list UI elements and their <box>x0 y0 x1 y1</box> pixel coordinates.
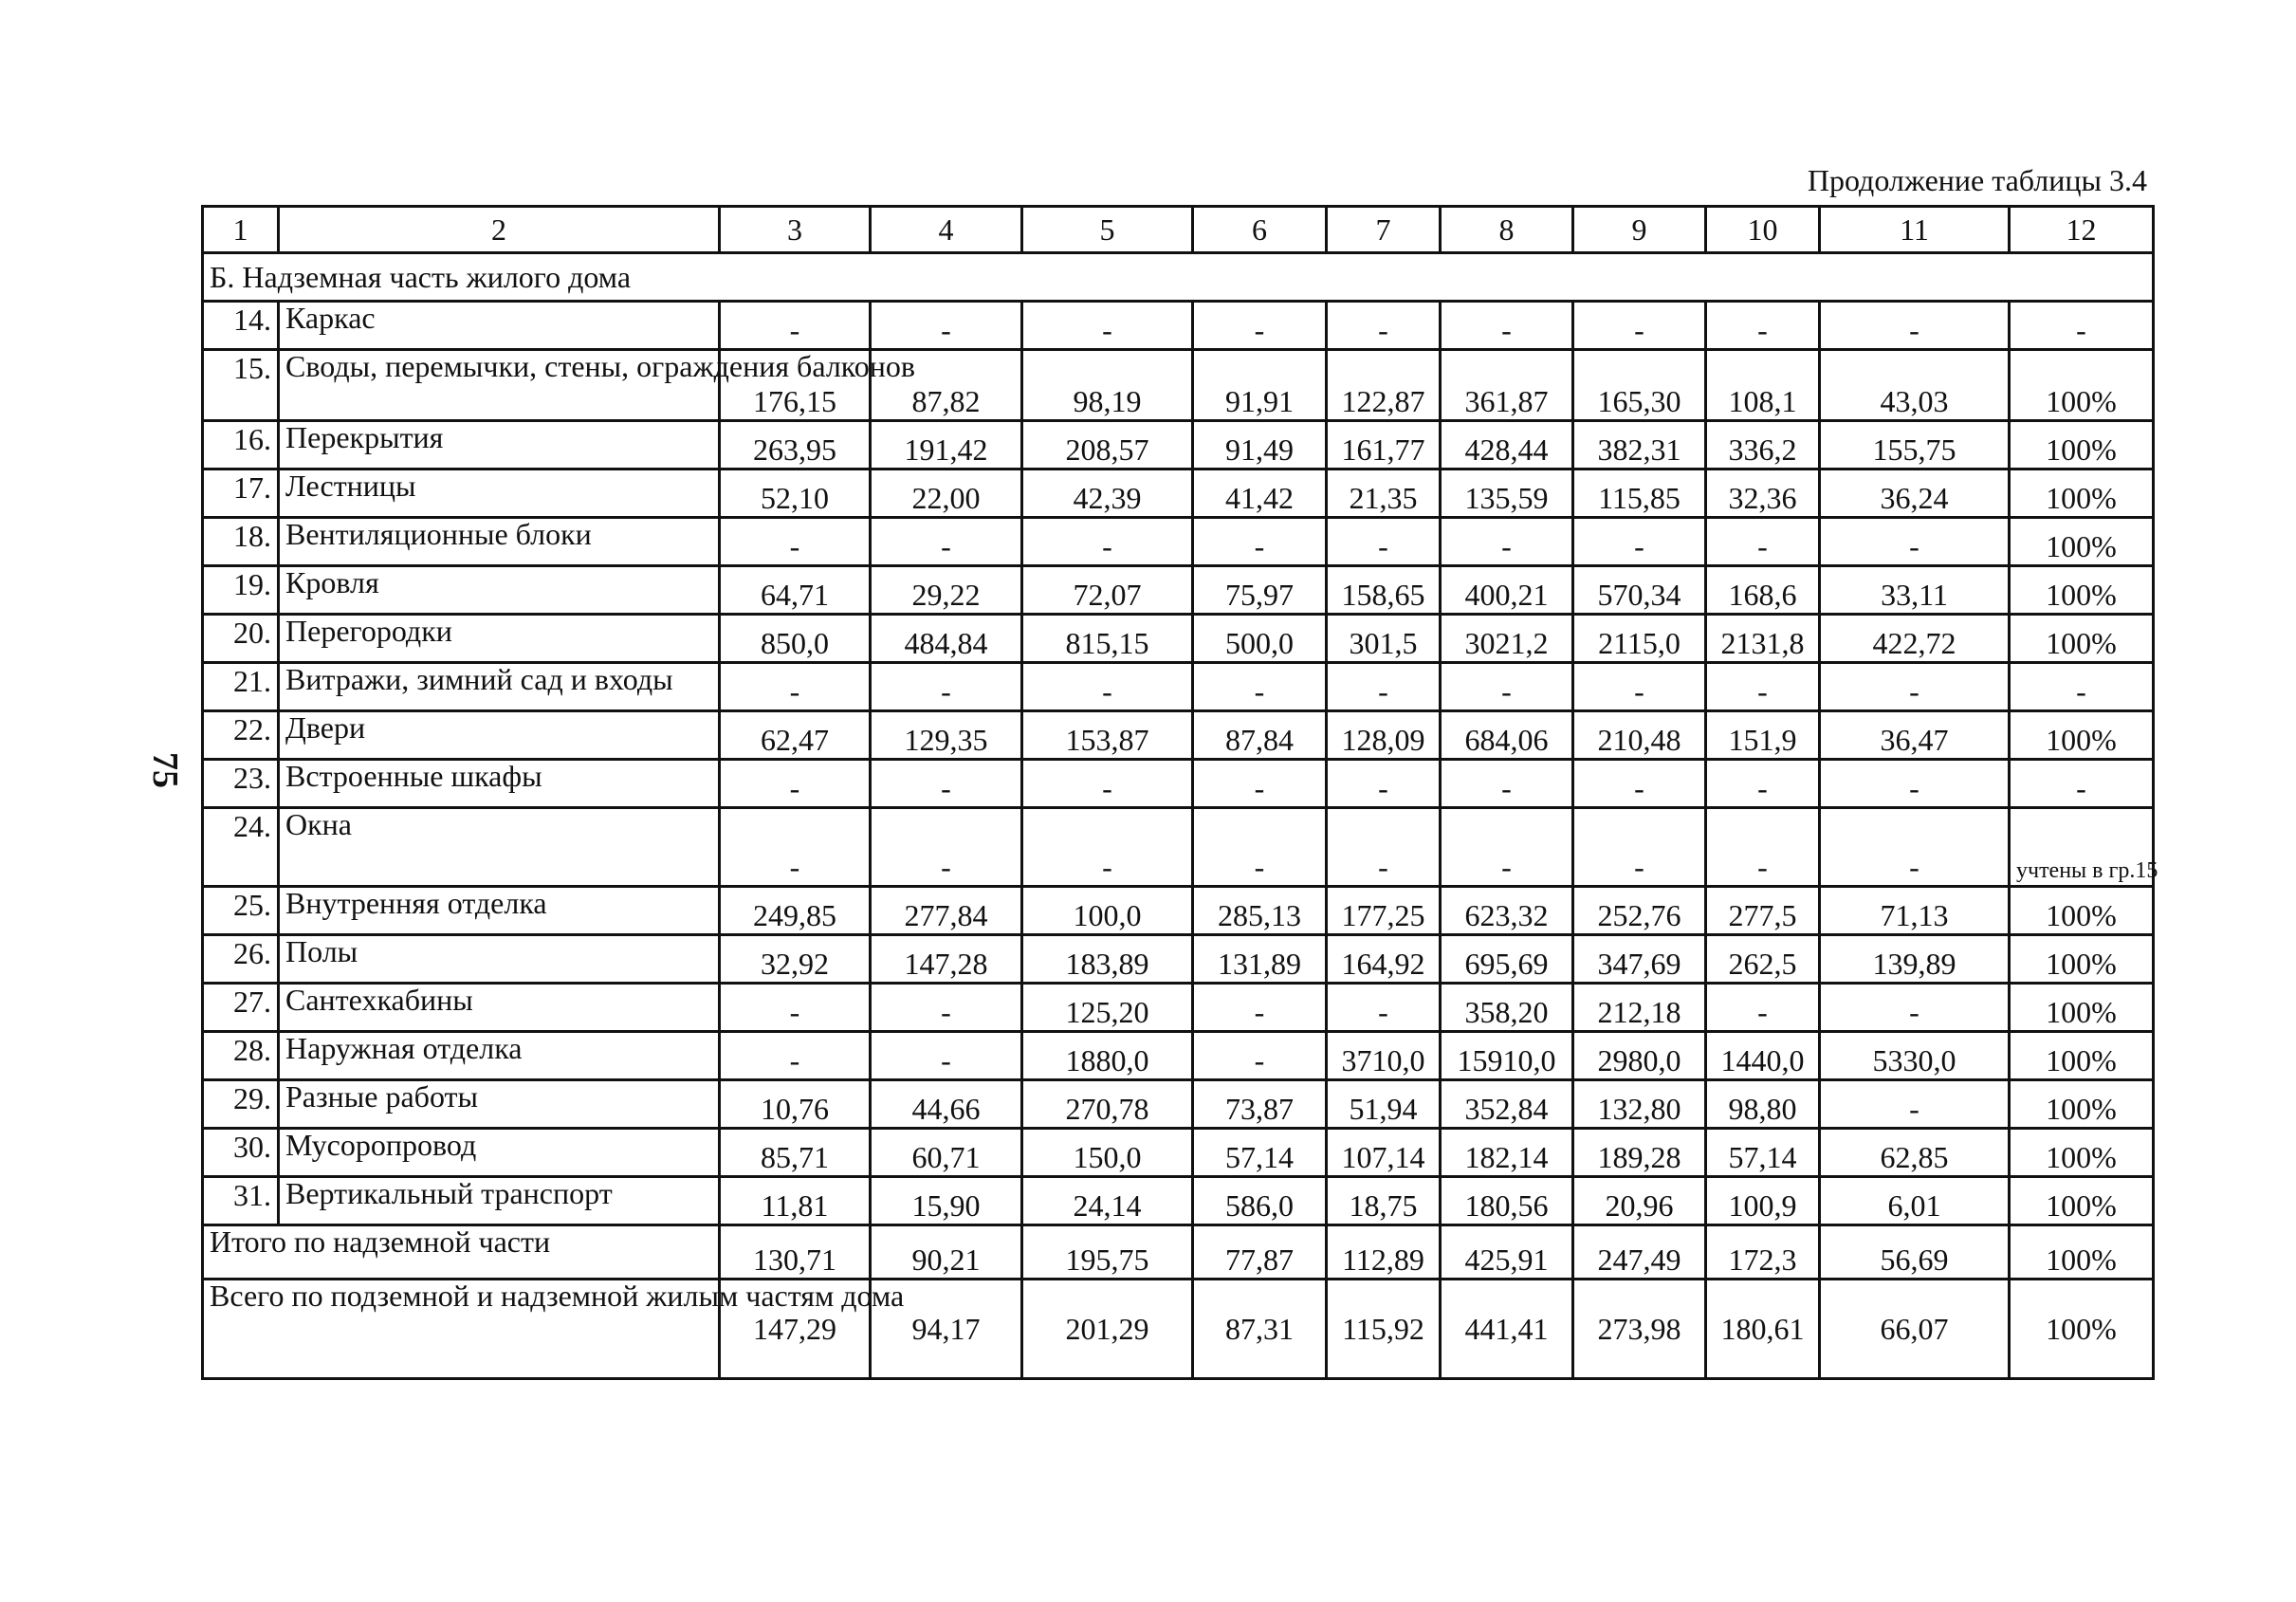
table-row <box>203 1177 2154 1225</box>
total-value-cell: 112,89 <box>1327 1225 1441 1280</box>
value-cell: 270,78 <box>1022 1080 1193 1129</box>
value-cell: 91,49 <box>1193 421 1327 470</box>
value-cell: - <box>720 518 871 566</box>
row-name: Встроенные шкафы <box>279 760 720 808</box>
value-cell: - <box>720 984 871 1032</box>
value-cell: 161,77 <box>1327 421 1441 470</box>
value-cell: 850,0 <box>720 615 871 663</box>
value-cell: - <box>1441 808 1573 887</box>
header-cell: 3 <box>720 207 871 253</box>
row-number: 29. <box>203 1080 279 1129</box>
value-cell: 135,59 <box>1441 470 1573 518</box>
row-name: Перегородки <box>279 615 720 663</box>
total-value-cell: 66,07 <box>1820 1280 2010 1379</box>
table-row <box>203 1032 2154 1080</box>
value-cell: 75,97 <box>1193 566 1327 615</box>
value-cell: - <box>2010 663 2154 711</box>
value-cell: 100% <box>2010 615 2154 663</box>
value-cell: 100% <box>2010 935 2154 984</box>
value-cell: - <box>720 808 871 887</box>
row-name: Витражи, зимний сад и входы <box>279 663 720 711</box>
value-cell: 11,81 <box>720 1177 871 1225</box>
header-row <box>203 207 2154 253</box>
value-cell: - <box>1820 808 2010 887</box>
value-cell: 147,28 <box>871 935 1022 984</box>
value-cell: 150,0 <box>1022 1129 1193 1177</box>
total-value-cell: 115,92 <box>1327 1280 1441 1379</box>
total-value-cell: 87,31 <box>1193 1280 1327 1379</box>
value-cell: 91,91 <box>1193 350 1327 421</box>
row-name: Вертикальный транспорт <box>279 1177 720 1225</box>
value-cell: 20,96 <box>1573 1177 1706 1225</box>
row-number: 22. <box>203 711 279 760</box>
value-cell: - <box>1327 518 1441 566</box>
total-value-cell: 100% <box>2010 1280 2154 1379</box>
value-cell: 100% <box>2010 887 2154 935</box>
value-cell: 347,69 <box>1573 935 1706 984</box>
row-number: 18. <box>203 518 279 566</box>
value-cell: 41,42 <box>1193 470 1327 518</box>
total-value-cell: 130,71 <box>720 1225 871 1280</box>
value-cell: - <box>2010 760 2154 808</box>
value-cell: 131,89 <box>1193 935 1327 984</box>
total-value-cell: 273,98 <box>1573 1280 1706 1379</box>
value-cell: - <box>871 302 1022 350</box>
value-cell: 100% <box>2010 1080 2154 1129</box>
table-row <box>203 470 2154 518</box>
value-cell: 180,56 <box>1441 1177 1573 1225</box>
value-cell: 352,84 <box>1441 1080 1573 1129</box>
total-row <box>203 1225 2154 1280</box>
table-row <box>203 1129 2154 1177</box>
total-value-cell: 180,61 <box>1706 1280 1820 1379</box>
row-name: Мусоропровод <box>279 1129 720 1177</box>
row-number: 16. <box>203 421 279 470</box>
value-cell: 168,6 <box>1706 566 1820 615</box>
value-cell: 358,20 <box>1441 984 1573 1032</box>
value-cell: 128,09 <box>1327 711 1441 760</box>
total-value-cell: 77,87 <box>1193 1225 1327 1280</box>
value-cell: 107,14 <box>1327 1129 1441 1177</box>
value-cell: 100,0 <box>1022 887 1193 935</box>
table-row <box>203 518 2154 566</box>
value-cell: 165,30 <box>1573 350 1706 421</box>
total-value-cell: 441,41 <box>1441 1280 1573 1379</box>
value-cell: - <box>1706 808 1820 887</box>
value-cell: 22,00 <box>871 470 1022 518</box>
value-cell: 100% <box>2010 1032 2154 1080</box>
row-name: Лестницы <box>279 470 720 518</box>
value-cell: 684,06 <box>1441 711 1573 760</box>
table-row <box>203 984 2154 1032</box>
value-cell: 183,89 <box>1022 935 1193 984</box>
row-name: Наружная отделка <box>279 1032 720 1080</box>
row-number: 31. <box>203 1177 279 1225</box>
value-cell: 336,2 <box>1706 421 1820 470</box>
row-name: Вентиляционные блоки <box>279 518 720 566</box>
value-cell: 100% <box>2010 470 2154 518</box>
value-cell: 10,76 <box>720 1080 871 1129</box>
value-cell: 115,85 <box>1573 470 1706 518</box>
row-number: 14. <box>203 302 279 350</box>
value-cell: 108,1 <box>1706 350 1820 421</box>
value-cell: 177,25 <box>1327 887 1441 935</box>
header-cell: 12 <box>2010 207 2154 253</box>
value-cell: 695,69 <box>1441 935 1573 984</box>
value-cell: - <box>1193 984 1327 1032</box>
value-cell: - <box>1820 663 2010 711</box>
value-cell: 100% <box>2010 1129 2154 1177</box>
value-cell: 139,89 <box>1820 935 2010 984</box>
value-cell: 60,71 <box>871 1129 1022 1177</box>
value-cell: - <box>1193 663 1327 711</box>
value-cell: 98,19 <box>1022 350 1193 421</box>
value-cell: - <box>720 1032 871 1080</box>
value-cell: 301,5 <box>1327 615 1441 663</box>
value-cell: - <box>1441 760 1573 808</box>
total-row <box>203 1280 2154 1379</box>
total-value-cell: 100% <box>2010 1225 2154 1280</box>
value-cell: - <box>1573 808 1706 887</box>
value-cell: - <box>1193 518 1327 566</box>
value-cell: 33,11 <box>1820 566 2010 615</box>
value-cell: 122,87 <box>1327 350 1441 421</box>
value-cell: 51,94 <box>1327 1080 1441 1129</box>
row-name: Своды, перемычки, стены, ограждения балконов <box>279 350 720 421</box>
header-cell: 2 <box>279 207 720 253</box>
value-cell: 32,36 <box>1706 470 1820 518</box>
value-cell: - <box>871 518 1022 566</box>
value-cell: 2115,0 <box>1573 615 1706 663</box>
value-cell: 100% <box>2010 350 2154 421</box>
row-name: Перекрытия <box>279 421 720 470</box>
value-cell: 5330,0 <box>1820 1032 2010 1080</box>
table-row <box>203 615 2154 663</box>
value-cell: - <box>1573 302 1706 350</box>
value-cell: 125,20 <box>1022 984 1193 1032</box>
value-cell: 586,0 <box>1193 1177 1327 1225</box>
value-cell: 212,18 <box>1573 984 1706 1032</box>
header-cell: 5 <box>1022 207 1193 253</box>
table-row <box>203 935 2154 984</box>
value-cell: 189,28 <box>1573 1129 1706 1177</box>
value-cell: - <box>871 808 1022 887</box>
value-cell: 400,21 <box>1441 566 1573 615</box>
total-value-cell: 201,29 <box>1022 1280 1193 1379</box>
value-cell: - <box>1573 663 1706 711</box>
row-name: Сантехкабины <box>279 984 720 1032</box>
value-cell: - <box>1706 518 1820 566</box>
table-row <box>203 302 2154 350</box>
header-cell: 9 <box>1573 207 1706 253</box>
header-cell: 6 <box>1193 207 1327 253</box>
value-cell: 132,80 <box>1573 1080 1706 1129</box>
value-cell: 100,9 <box>1706 1177 1820 1225</box>
row-number: 26. <box>203 935 279 984</box>
row-name: Каркас <box>279 302 720 350</box>
total-value-cell: 247,49 <box>1573 1225 1706 1280</box>
value-cell: - <box>1327 984 1441 1032</box>
row-number: 19. <box>203 566 279 615</box>
value-cell: - <box>871 984 1022 1032</box>
value-cell: 62,47 <box>720 711 871 760</box>
row-name: Внутренняя отделка <box>279 887 720 935</box>
value-cell: - <box>1193 302 1327 350</box>
value-cell: 153,87 <box>1022 711 1193 760</box>
total-value-cell: 147,29 <box>720 1280 871 1379</box>
value-cell: 21,35 <box>1327 470 1441 518</box>
value-cell: - <box>1022 760 1193 808</box>
header-cell: 10 <box>1706 207 1820 253</box>
value-cell: 42,39 <box>1022 470 1193 518</box>
value-cell: 64,71 <box>720 566 871 615</box>
header-cell: 8 <box>1441 207 1573 253</box>
value-cell: 263,95 <box>720 421 871 470</box>
value-cell: - <box>1022 302 1193 350</box>
header-cell: 11 <box>1820 207 2010 253</box>
value-cell: 208,57 <box>1022 421 1193 470</box>
value-cell: 285,13 <box>1193 887 1327 935</box>
value-cell: 3710,0 <box>1327 1032 1441 1080</box>
value-cell: 36,47 <box>1820 711 2010 760</box>
value-cell: 1880,0 <box>1022 1032 1193 1080</box>
table-row <box>203 760 2154 808</box>
value-cell: 24,14 <box>1022 1177 1193 1225</box>
row-number: 23. <box>203 760 279 808</box>
value-cell: 62,85 <box>1820 1129 2010 1177</box>
value-cell: 382,31 <box>1573 421 1706 470</box>
page-number: 75 <box>145 752 185 788</box>
value-cell: 815,15 <box>1022 615 1193 663</box>
value-cell: - <box>1820 984 2010 1032</box>
value-cell: 100% <box>2010 518 2154 566</box>
value-cell: - <box>871 1032 1022 1080</box>
value-cell: - <box>871 760 1022 808</box>
value-cell: 210,48 <box>1573 711 1706 760</box>
value-cell: 422,72 <box>1820 615 2010 663</box>
row-number: 15. <box>203 350 279 421</box>
value-cell: 151,9 <box>1706 711 1820 760</box>
table-row <box>203 808 2154 887</box>
value-cell: - <box>720 663 871 711</box>
table-row <box>203 421 2154 470</box>
value-cell: 500,0 <box>1193 615 1327 663</box>
value-cell: - <box>1820 518 2010 566</box>
value-cell: - <box>1441 302 1573 350</box>
value-cell: 2980,0 <box>1573 1032 1706 1080</box>
row-name: Окна <box>279 808 720 887</box>
header-cell: 1 <box>203 207 279 253</box>
value-cell: - <box>1327 808 1441 887</box>
value-cell: 87,82 <box>871 350 1022 421</box>
value-cell: 44,66 <box>871 1080 1022 1129</box>
value-cell: - <box>1706 760 1820 808</box>
table-row <box>203 887 2154 935</box>
value-cell: 29,22 <box>871 566 1022 615</box>
row-number: 25. <box>203 887 279 935</box>
value-cell: - <box>1573 760 1706 808</box>
row-number: 21. <box>203 663 279 711</box>
value-cell: - <box>720 760 871 808</box>
value-cell: - <box>1193 760 1327 808</box>
value-cell: 3021,2 <box>1441 615 1573 663</box>
row-name: Кровля <box>279 566 720 615</box>
value-cell: - <box>1193 808 1327 887</box>
value-cell: 100% <box>2010 566 2154 615</box>
value-cell: - <box>1441 518 1573 566</box>
row-name: Двери <box>279 711 720 760</box>
value-cell: 32,92 <box>720 935 871 984</box>
value-cell: - <box>1820 1080 2010 1129</box>
value-cell: 129,35 <box>871 711 1022 760</box>
row-number: 20. <box>203 615 279 663</box>
value-cell: 98,80 <box>1706 1080 1820 1129</box>
value-cell: 87,84 <box>1193 711 1327 760</box>
value-cell: 15910,0 <box>1441 1032 1573 1080</box>
value-cell: 277,5 <box>1706 887 1820 935</box>
value-cell: - <box>1706 302 1820 350</box>
value-cell: 73,87 <box>1193 1080 1327 1129</box>
value-cell: 2131,8 <box>1706 615 1820 663</box>
row-number: 27. <box>203 984 279 1032</box>
row-number: 28. <box>203 1032 279 1080</box>
value-cell: 36,24 <box>1820 470 2010 518</box>
value-cell: 164,92 <box>1327 935 1441 984</box>
value-cell: - <box>1820 760 2010 808</box>
value-cell: 71,13 <box>1820 887 2010 935</box>
value-cell: 57,14 <box>1706 1129 1820 1177</box>
value-cell: 484,84 <box>871 615 1022 663</box>
value-cell: 100% <box>2010 421 2154 470</box>
total-label: Итого по надземной части <box>203 1225 720 1280</box>
row-number: 17. <box>203 470 279 518</box>
table-row <box>203 663 2154 711</box>
value-cell: 52,10 <box>720 470 871 518</box>
value-cell: 262,5 <box>1706 935 1820 984</box>
total-value-cell: 94,17 <box>871 1280 1022 1379</box>
value-cell: - <box>1022 663 1193 711</box>
value-cell: 277,84 <box>871 887 1022 935</box>
value-cell: - <box>1441 663 1573 711</box>
table-row <box>203 711 2154 760</box>
value-cell: - <box>1820 302 2010 350</box>
value-cell: - <box>1327 302 1441 350</box>
value-cell: 18,75 <box>1327 1177 1441 1225</box>
value-cell: - <box>1327 760 1441 808</box>
row-number: 24. <box>203 808 279 887</box>
value-cell: - <box>1327 663 1441 711</box>
value-cell: - <box>1706 984 1820 1032</box>
value-cell: 182,14 <box>1441 1129 1573 1177</box>
value-cell: - <box>1193 1032 1327 1080</box>
table-row <box>203 1080 2154 1129</box>
value-cell: - <box>1573 518 1706 566</box>
value-cell: 623,32 <box>1441 887 1573 935</box>
total-label: Всего по подземной и надземной жилым частям дома <box>203 1280 720 1379</box>
value-cell: 6,01 <box>1820 1177 2010 1225</box>
row-name: Разные работы <box>279 1080 720 1129</box>
value-cell: 570,34 <box>1573 566 1706 615</box>
value-cell: учтены в гр.15 <box>2010 808 2154 887</box>
value-cell: 1440,0 <box>1706 1032 1820 1080</box>
value-cell: 249,85 <box>720 887 871 935</box>
data-table <box>201 205 2158 1380</box>
value-cell: 43,03 <box>1820 350 2010 421</box>
value-cell: 252,76 <box>1573 887 1706 935</box>
value-cell: 191,42 <box>871 421 1022 470</box>
value-cell: 57,14 <box>1193 1129 1327 1177</box>
total-value-cell: 425,91 <box>1441 1225 1573 1280</box>
total-value-cell: 195,75 <box>1022 1225 1193 1280</box>
value-cell: - <box>1022 518 1193 566</box>
value-cell: 428,44 <box>1441 421 1573 470</box>
total-value-cell: 90,21 <box>871 1225 1022 1280</box>
value-cell: 15,90 <box>871 1177 1022 1225</box>
total-value-cell: 56,69 <box>1820 1225 2010 1280</box>
value-cell: - <box>871 663 1022 711</box>
total-value-cell: 172,3 <box>1706 1225 1820 1280</box>
value-cell: 158,65 <box>1327 566 1441 615</box>
value-cell: 176,15 <box>720 350 871 421</box>
value-cell: - <box>1706 663 1820 711</box>
value-cell: 155,75 <box>1820 421 2010 470</box>
value-cell: 72,07 <box>1022 566 1193 615</box>
row-name: Полы <box>279 935 720 984</box>
header-cell: 4 <box>871 207 1022 253</box>
value-cell: - <box>1022 808 1193 887</box>
value-cell: 361,87 <box>1441 350 1573 421</box>
value-cell: - <box>2010 302 2154 350</box>
header-cell: 7 <box>1327 207 1441 253</box>
table-caption: Продолжение таблицы 3.4 <box>1807 163 2147 197</box>
value-cell: 85,71 <box>720 1129 871 1177</box>
value-cell: 100% <box>2010 1177 2154 1225</box>
table-row <box>203 350 2154 421</box>
row-number: 30. <box>203 1129 279 1177</box>
value-cell: 100% <box>2010 711 2154 760</box>
section-title: Б. Надземная часть жилого дома <box>203 253 2154 302</box>
section-row <box>203 253 2154 302</box>
value-cell: - <box>720 302 871 350</box>
value-cell: 100% <box>2010 984 2154 1032</box>
table-row <box>203 566 2154 615</box>
